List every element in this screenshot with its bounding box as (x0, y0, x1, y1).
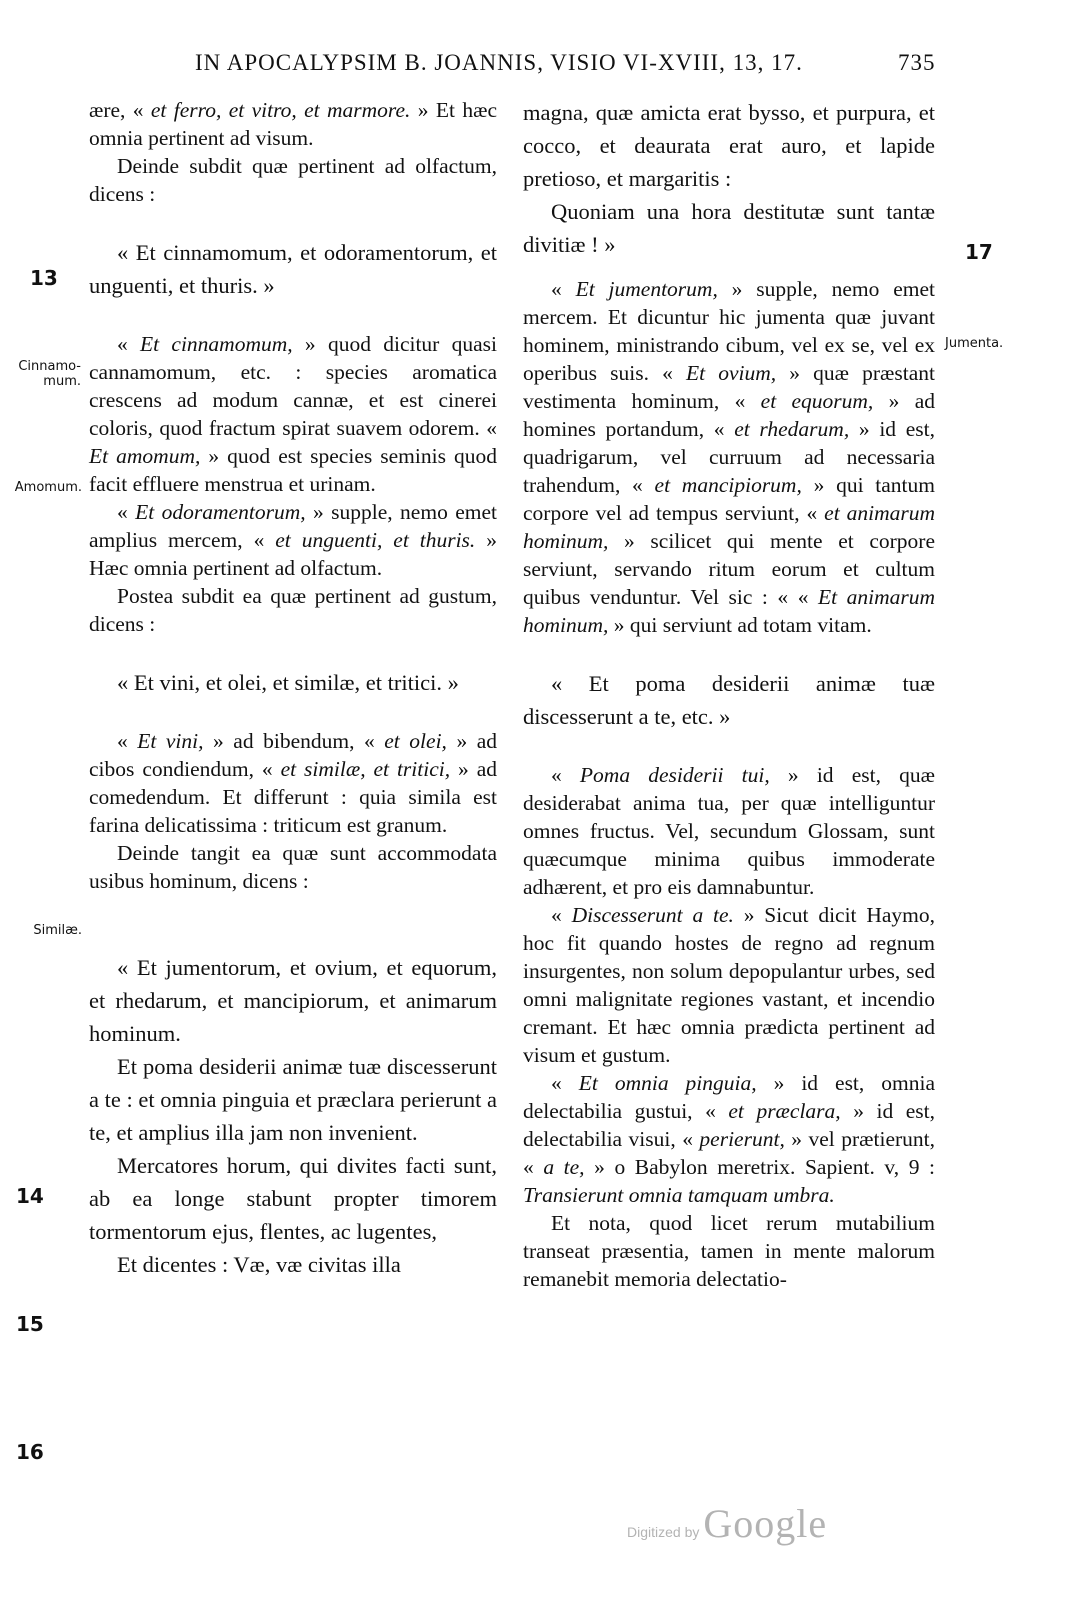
paragraph: Et nota, quod licet rerum mutabilium transeat præsentia, tamen in mente malorum remanebit memoria delectatio- (523, 1211, 935, 1291)
google-logo: Google (703, 1501, 828, 1546)
digitized-by-google-watermark (627, 1500, 827, 1547)
verse-text-16-continued: magna, quæ amicta erat bysso, et purpura, et cocco, et deaurata erat auro, et lapide pretioso, et margaritis : (523, 100, 935, 191)
paragraph: Deinde subdit quæ pertinent ad olfactum, dicens : (89, 154, 497, 206)
verse-number-13: 13 (30, 266, 58, 290)
paragraph: « Poma desiderii tui, » id est, quæ desiderabat anima tua, per quæ intelliguntur omnes fructus. Vel, secundum Glossam, sunt quæcumque minima quibus immoderate adhærent, et pro eis damnabuntur. (523, 763, 935, 899)
verse-number-14: 14 (16, 1184, 44, 1208)
verse-text-vini: « Et vini, et olei, et similæ, et tritici. » (117, 670, 459, 695)
paragraph: « Et cinnamomum, » quod dicitur quasi cannamomum, etc. : species aromatica crescens ad modum cannæ, et est cinerei coloris, quod fractum spirat suavem odorem. « Et amomum, » quod est species seminis quod facit effluere menstrua et urinam. (89, 332, 498, 496)
verse-text-14: Et poma desiderii animæ tuæ discesserunt a te : et omnia pinguia et præclara perierunt a te, et amplius illa jam non invenient. (89, 1054, 497, 1145)
verse-text-15: Mercatores horum, qui divites facti sunt, ab ea longe stabunt propter timorem tormentorum ejus, flentes, ac lugentes, (89, 1153, 497, 1244)
digitized-label: Digitized by (627, 1524, 700, 1540)
margin-note-jumenta: Jumenta. (945, 336, 1004, 351)
margin-note-amomum: Amomum. (14, 480, 82, 495)
page-number: 735 (898, 50, 936, 75)
paragraph: « Et odoramentorum, » supple, nemo emet amplius mercem, « et unguenti, et thuris. » Hæc omnia pertinent ad olfactum. (89, 500, 497, 580)
margin-note-similae: Similæ. (33, 923, 82, 938)
verse-text-17: Quoniam una hora destitutæ sunt tantæ divitiæ ! » (523, 199, 935, 257)
verse-text-poma: « Et poma desiderii animæ tuæ discesserunt a te, etc. » (523, 671, 935, 729)
verse-number-15: 15 (16, 1312, 44, 1336)
margin-note-cinnamomum: Cinnamo-mum. (18, 359, 81, 389)
paragraph: ære, « et ferro, et vitro, et marmore. » Et hæc omnia pertinent ad visum. (89, 98, 497, 150)
paragraph: Deinde tangit ea quæ sunt accommodata usibus hominum, dicens : (89, 841, 497, 893)
verse-text-jumentorum: « Et jumentorum, et ovium, et equorum, et rhedarum, et mancipiorum, et animarum hominum. (89, 955, 497, 1046)
verse-text-13: « Et cinnamomum, et odoramentorum, et unguenti, et thuris. » (89, 240, 497, 298)
paragraph: « Et jumentorum, » supple, nemo emet mercem. Et dicuntur hic jumenta quæ juvant hominem, ministrando cibum, vel ex se, vel ex operibus suis. « Et ovium, » quæ præstant vestimenta hominum, « et equorum, » ad homines portandum, « et rhedarum, » id est, quadrigarum, vel curruum ad necessaria trahendum, « et mancipiorum, » qui tantum corpore vel ad tempus serviunt, « et animarum hominum, » scilicet qui mente et corpore serviunt, servando ritum eorum et cultum quibus venduntur. Vel sic : « « Et animarum hominum, » qui serviunt ad totam vitam. (523, 277, 936, 637)
verse-number-16: 16 (16, 1440, 44, 1464)
paragraph: « Discesserunt a te. » Sicut dicit Haymo, hoc fit quando hostes de regno ad regnum insurgentes, non solum depopulantur urbes, sed omni malignitate regiones vastant, et incendio cremant. Et hæc omnia prædicta pertinent ad visum et gustum. (523, 903, 936, 1067)
verse-number-17: 17 (965, 240, 993, 264)
header-title: IN APOCALYPSIM B. JOANNIS, VISIO VI-XVIII, 13, 17. (195, 50, 803, 75)
left-column (89, 96, 497, 1281)
paragraph: « Et omnia pinguia, » id est, omnia delectabilia gustui, « et præclara, » id est, delectabilia visui, « perierunt, » vel prætierunt, « a te, » o Babylon meretrix. Sapient. v, 9 : Transierunt omnia tamquam umbra. (523, 1071, 936, 1207)
paragraph: Postea subdit ea quæ pertinent ad gustum, dicens : (89, 584, 497, 636)
right-column (523, 96, 935, 1293)
verse-text-16: Et dicentes : Væ, væ civitas illa (117, 1252, 401, 1277)
paragraph: « Et vini, » ad bibendum, « et olei, » ad cibos condiendum, « et similæ, et tritici, » ad comedendum. Et differunt : quia simila est farina delicatissima : triticum est granum. (89, 729, 498, 837)
